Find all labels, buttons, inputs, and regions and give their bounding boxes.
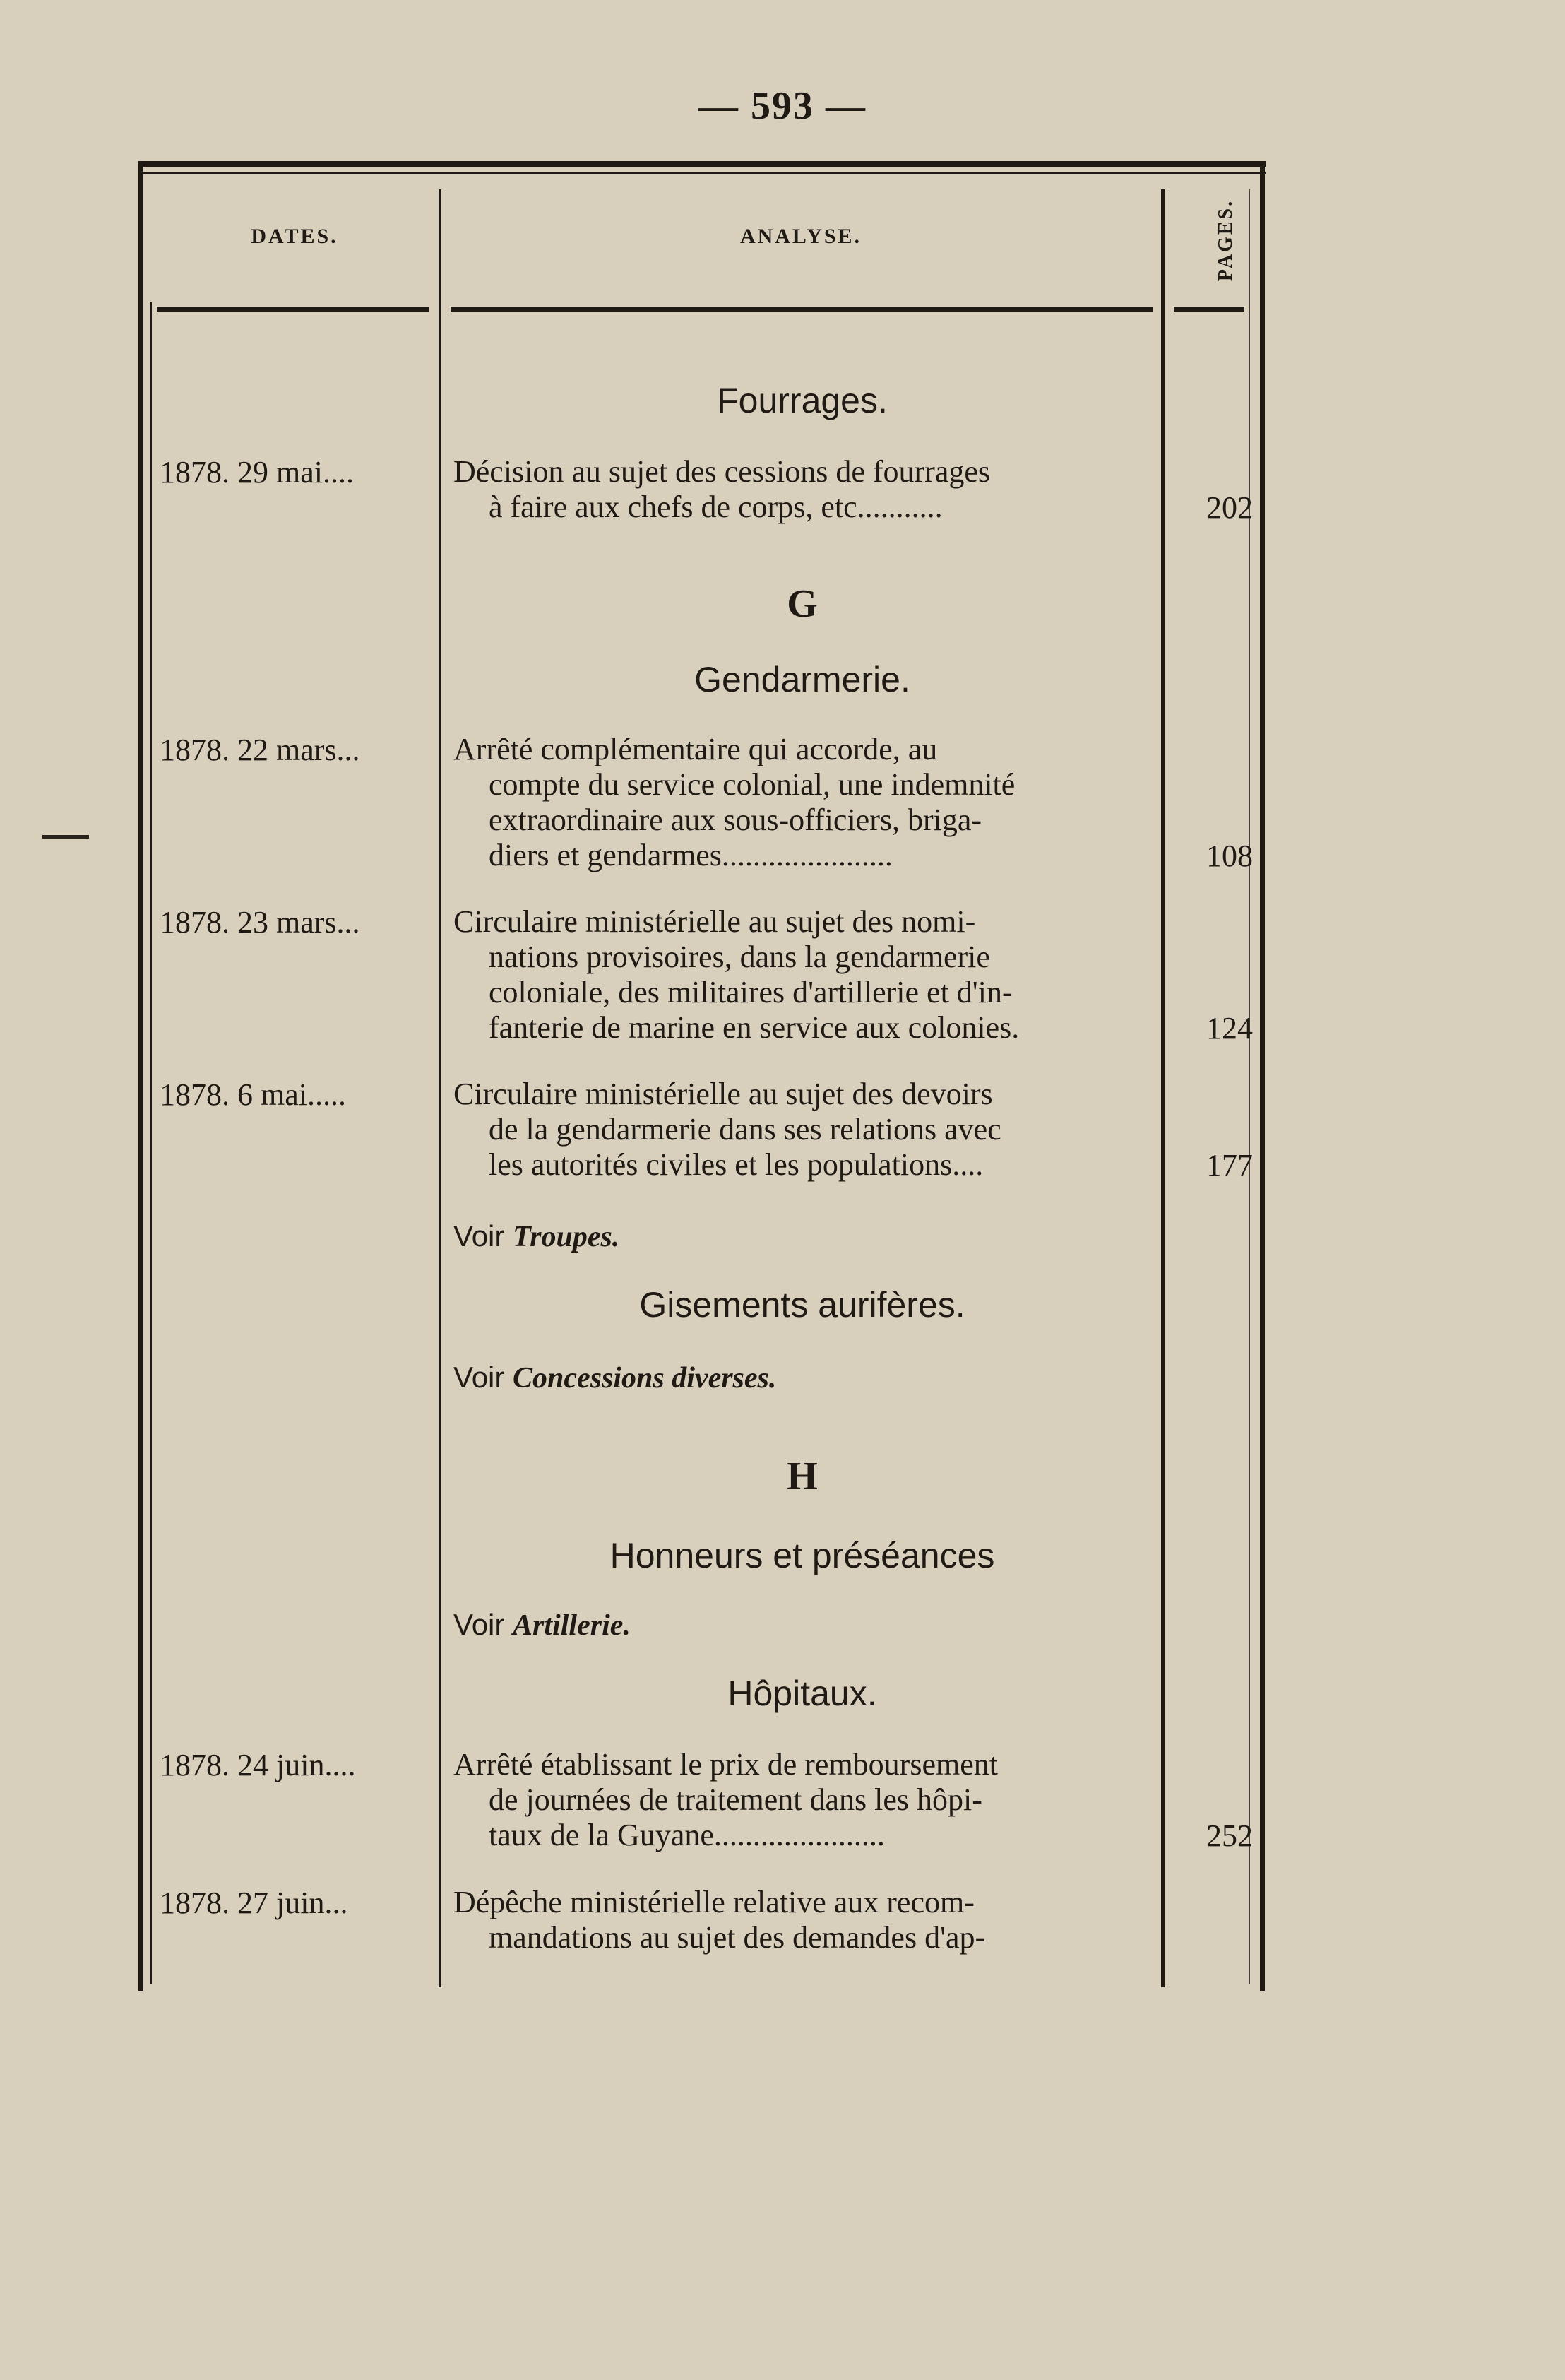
right-border-inner (1249, 189, 1250, 1984)
section-title-honneurs: Honneurs et préséances (609, 1536, 995, 1575)
entry-date: 1878. 29 mai.... (160, 455, 354, 490)
entry-line: taux de la Guyane...................... (489, 1818, 885, 1852)
entry-line: extraordinaire aux sous-officiers, briga- (489, 803, 982, 837)
section-title-gisements: Gisements aurifères. (639, 1285, 965, 1325)
entry-text (453, 1747, 1155, 1853)
section-title-fourrages: Fourrages. (717, 381, 888, 420)
entry-line: à faire aux chefs de corps, etc........... (489, 490, 943, 524)
see-also (453, 1608, 1155, 1642)
entry-page: 252 (1206, 1818, 1253, 1853)
header-rule-analyse (451, 307, 1153, 312)
entry-date: 1878. 22 mars... (160, 733, 360, 767)
entry-line: Circulaire ministérielle au sujet des devoirs (453, 1077, 993, 1111)
see-also-ref: Concessions diverses. (513, 1362, 777, 1395)
top-rule-thin (138, 172, 1266, 174)
top-rule (138, 161, 1266, 167)
entry-line: nations provisoires, dans la gendarmerie (489, 940, 990, 974)
entry-text (453, 1885, 1155, 1955)
header-pages: PAGES. (1215, 199, 1237, 282)
section-title-hopitaux: Hôpitaux. (727, 1674, 877, 1713)
entry-page: 177 (1206, 1148, 1253, 1183)
entry-line: compte du service colonial, une indemnité (489, 767, 1016, 802)
entry-page: 202 (1206, 490, 1253, 525)
letter-heading-g: G (787, 582, 818, 626)
left-border-inner (150, 302, 152, 1984)
see-also (453, 1219, 1155, 1254)
section-title-gendarmerie: Gendarmerie. (694, 660, 910, 699)
see-also-ref: Troupes. (513, 1221, 620, 1253)
page-number: — 593 — (698, 84, 867, 128)
see-also-prefix: Voir (453, 1219, 505, 1253)
margin-mark (42, 835, 89, 839)
entry-line: diers et gendarmes...................... (489, 838, 893, 872)
entry-date: 1878. 6 mai..... (160, 1077, 346, 1112)
entry-page: 108 (1206, 839, 1253, 873)
header-dates: DATES. (251, 225, 338, 248)
entry-line: Circulaire ministérielle au sujet des nomi- (453, 904, 976, 939)
index-table (138, 161, 1266, 1991)
entry-date: 1878. 27 juin... (160, 1885, 348, 1920)
entry-line: Décision au sujet des cessions de fourrages (453, 454, 991, 489)
entry-line: Arrêté établissant le prix de remboursement (453, 1747, 998, 1782)
entry-line: de la gendarmerie dans ses relations avec (489, 1112, 1001, 1147)
entry-text (453, 454, 1155, 525)
left-border (138, 161, 143, 1991)
pages-column-divider (1161, 189, 1165, 1987)
entry-text (453, 904, 1155, 1046)
see-also-prefix: Voir (453, 1361, 505, 1394)
entry-page: 124 (1206, 1011, 1253, 1046)
see-also (453, 1361, 1155, 1395)
header-analyse: ANALYSE. (739, 225, 862, 248)
see-also-ref: Artillerie. (513, 1609, 631, 1642)
entry-line: les autorités civiles et les populations.... (489, 1147, 984, 1182)
entry-text (453, 1077, 1155, 1183)
entry-line: mandations au sujet des demandes d'ap- (489, 1920, 986, 1955)
see-also-prefix: Voir (453, 1608, 505, 1641)
entry-line: de journées de traitement dans les hôpi- (489, 1782, 982, 1817)
header-rule-pages (1174, 307, 1244, 312)
entry-date: 1878. 24 juin.... (160, 1748, 356, 1782)
entry-line: Arrêté complémentaire qui accorde, au (453, 732, 938, 766)
right-border (1260, 161, 1265, 1991)
entry-line: Dépêche ministérielle relative aux recom- (453, 1885, 975, 1919)
entry-line: fanterie de marine en service aux colonies. (489, 1010, 1020, 1045)
entry-line: coloniale, des militaires d'artillerie et d'in- (489, 975, 1013, 1010)
entry-text (453, 732, 1155, 873)
entry-date: 1878. 23 mars... (160, 905, 360, 940)
header-rule-dates (157, 307, 429, 312)
letter-heading-h: H (787, 1455, 818, 1498)
